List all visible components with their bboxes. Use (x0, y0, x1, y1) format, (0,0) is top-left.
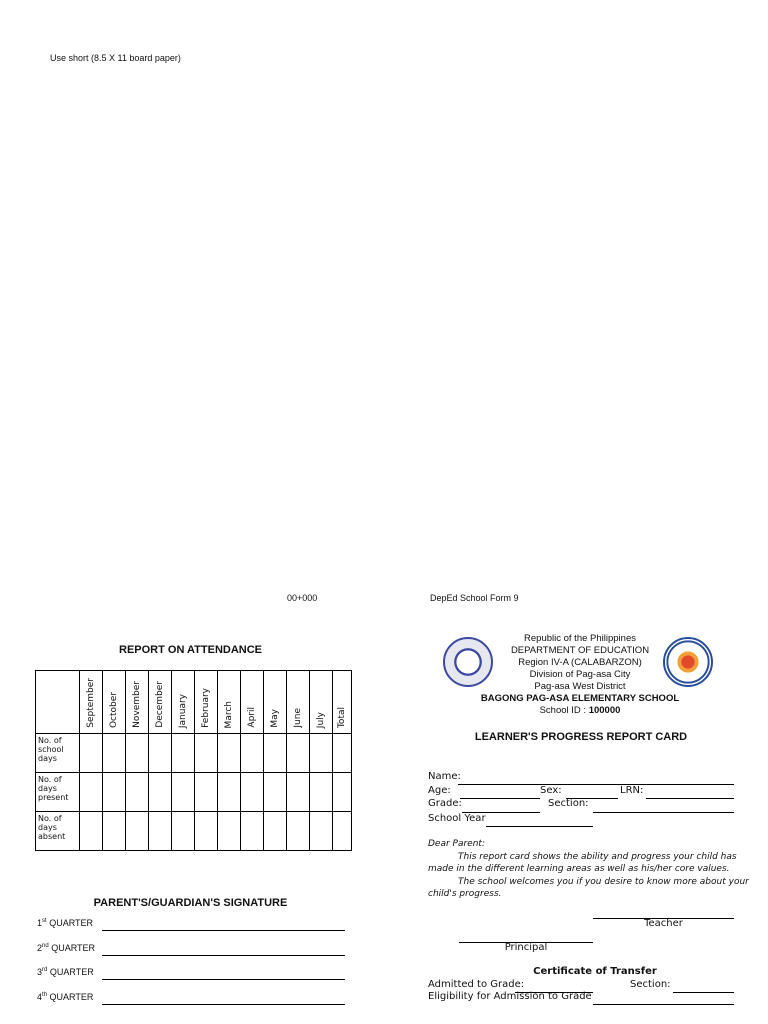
attendance-header-row (36, 671, 352, 734)
attendance-cell[interactable] (195, 812, 218, 851)
attendance-cell[interactable] (149, 734, 172, 773)
attendance-cell[interactable] (172, 734, 195, 773)
attendance-cell[interactable] (103, 812, 126, 851)
attendance-row-label: No. of days absent (36, 812, 80, 851)
quarter-3-signature-line[interactable] (102, 979, 345, 980)
month-header: December (149, 671, 172, 734)
header-line: Republic of the Philippines (524, 633, 636, 644)
header-block (460, 633, 700, 717)
month-header: Total (333, 671, 352, 734)
attendance-cell[interactable] (310, 734, 333, 773)
letter-paragraph-2: The school welcomes you if you desire to know more about your child's progress. (428, 876, 749, 899)
attendance-cell[interactable] (287, 734, 310, 773)
attendance-cell[interactable] (195, 734, 218, 773)
name-field[interactable] (458, 784, 734, 785)
attendance-row (36, 812, 352, 851)
month-header: November (126, 671, 149, 734)
quarter-3-label: 3rd QUARTER (37, 967, 94, 977)
month-header: October (103, 671, 126, 734)
transfer-section-field[interactable] (673, 992, 734, 993)
attendance-cell[interactable] (264, 812, 287, 851)
month-header: January (172, 671, 195, 734)
age-label: Age: (428, 785, 451, 796)
attendance-title: REPORT ON ATTENDANCE (119, 644, 262, 656)
attendance-cell[interactable] (149, 773, 172, 812)
attendance-cell[interactable] (310, 773, 333, 812)
attendance-row (36, 773, 352, 812)
attendance-cell[interactable] (80, 773, 103, 812)
lrn-label: LRN: (620, 785, 644, 796)
attendance-cell[interactable] (149, 812, 172, 851)
parent-letter (428, 838, 758, 901)
attendance-cell[interactable] (333, 812, 352, 851)
attendance-cell[interactable] (287, 812, 310, 851)
admitted-label: Admitted to Grade: (428, 979, 525, 990)
attendance-cell[interactable] (218, 812, 241, 851)
transfer-section-label: Section: (630, 979, 671, 990)
attendance-cell[interactable] (103, 734, 126, 773)
quarter-2-label: 2nd QUARTER (37, 943, 96, 953)
eligibility-label: Eligibility for Admission to Grade (428, 991, 592, 1002)
attendance-table (35, 670, 352, 851)
letter-greeting: Dear Parent: (428, 839, 485, 849)
quarter-2-signature-line[interactable] (102, 955, 345, 956)
header-line: DEPARTMENT OF EDUCATION (510, 645, 650, 656)
month-header: April (241, 671, 264, 734)
attendance-cell[interactable] (172, 812, 195, 851)
top-note: Use short (8.5 X 11 board paper) (50, 53, 181, 63)
teacher-label: Teacher (644, 918, 683, 929)
school-id: School ID : 100000 (539, 705, 621, 716)
eligibility-field[interactable] (593, 1004, 734, 1005)
attendance-cell[interactable] (126, 773, 149, 812)
header-line: Division of Pag-asa City (529, 669, 631, 680)
month-header: February (195, 671, 218, 734)
principal-label: Principal (504, 942, 548, 953)
attendance-cell[interactable] (126, 812, 149, 851)
attendance-row-label: No. of school days (36, 734, 80, 773)
attendance-cell[interactable] (333, 734, 352, 773)
school-year-field[interactable] (486, 826, 593, 827)
sex-label: Sex: (540, 785, 562, 796)
month-header: May (264, 671, 287, 734)
card-title: LEARNER'S PROGRESS REPORT CARD (474, 731, 688, 743)
school-name: BAGONG PAG-ASA ELEMENTARY SCHOOL (480, 693, 680, 704)
month-header: June (287, 671, 310, 734)
attendance-cell[interactable] (264, 773, 287, 812)
lrn-field[interactable] (646, 798, 734, 799)
section-label: Section: (548, 798, 589, 809)
attendance-cell[interactable] (310, 812, 333, 851)
month-header: March (218, 671, 241, 734)
month-header: September (80, 671, 103, 734)
attendance-cell[interactable] (80, 734, 103, 773)
attendance-cell[interactable] (333, 773, 352, 812)
attendance-corner-cell (36, 671, 80, 734)
attendance-cell[interactable] (80, 812, 103, 851)
school-year-label: School Year (428, 813, 486, 824)
attendance-cell[interactable] (264, 734, 287, 773)
attendance-cell[interactable] (195, 773, 218, 812)
signature-title: PARENT'S/GUARDIAN'S SIGNATURE (93, 897, 288, 909)
quarter-4-signature-line[interactable] (102, 1004, 345, 1005)
attendance-cell[interactable] (241, 812, 264, 851)
attendance-cell[interactable] (241, 734, 264, 773)
attendance-cell[interactable] (218, 773, 241, 812)
attendance-cell[interactable] (172, 773, 195, 812)
age-field[interactable] (460, 798, 540, 799)
attendance-cell[interactable] (287, 773, 310, 812)
form-name: DepEd School Form 9 (430, 593, 519, 603)
page-code: 00+000 (287, 593, 318, 603)
quarter-1-signature-line[interactable] (102, 930, 345, 931)
name-label: Name: (428, 771, 461, 782)
quarter-1-label: 1st QUARTER (37, 918, 94, 928)
quarter-4-label: 4th QUARTER (37, 992, 94, 1002)
attendance-cell[interactable] (241, 773, 264, 812)
attendance-row (36, 734, 352, 773)
grade-label: Grade: (428, 798, 462, 809)
header-line: Pag-asa West District (534, 681, 626, 692)
attendance-row-label: No. of days present (36, 773, 80, 812)
header-line: Region IV-A (CALABARZON) (518, 657, 642, 668)
month-header: July (310, 671, 333, 734)
section-field[interactable] (593, 812, 734, 813)
transfer-title: Certificate of Transfer (533, 966, 657, 977)
attendance-cell[interactable] (218, 734, 241, 773)
letter-paragraph-1: This report card shows the ability and progress your child has made in the different learning areas as well as his/her core values. (428, 851, 737, 874)
attendance-cell[interactable] (103, 773, 126, 812)
attendance-cell[interactable] (126, 734, 149, 773)
